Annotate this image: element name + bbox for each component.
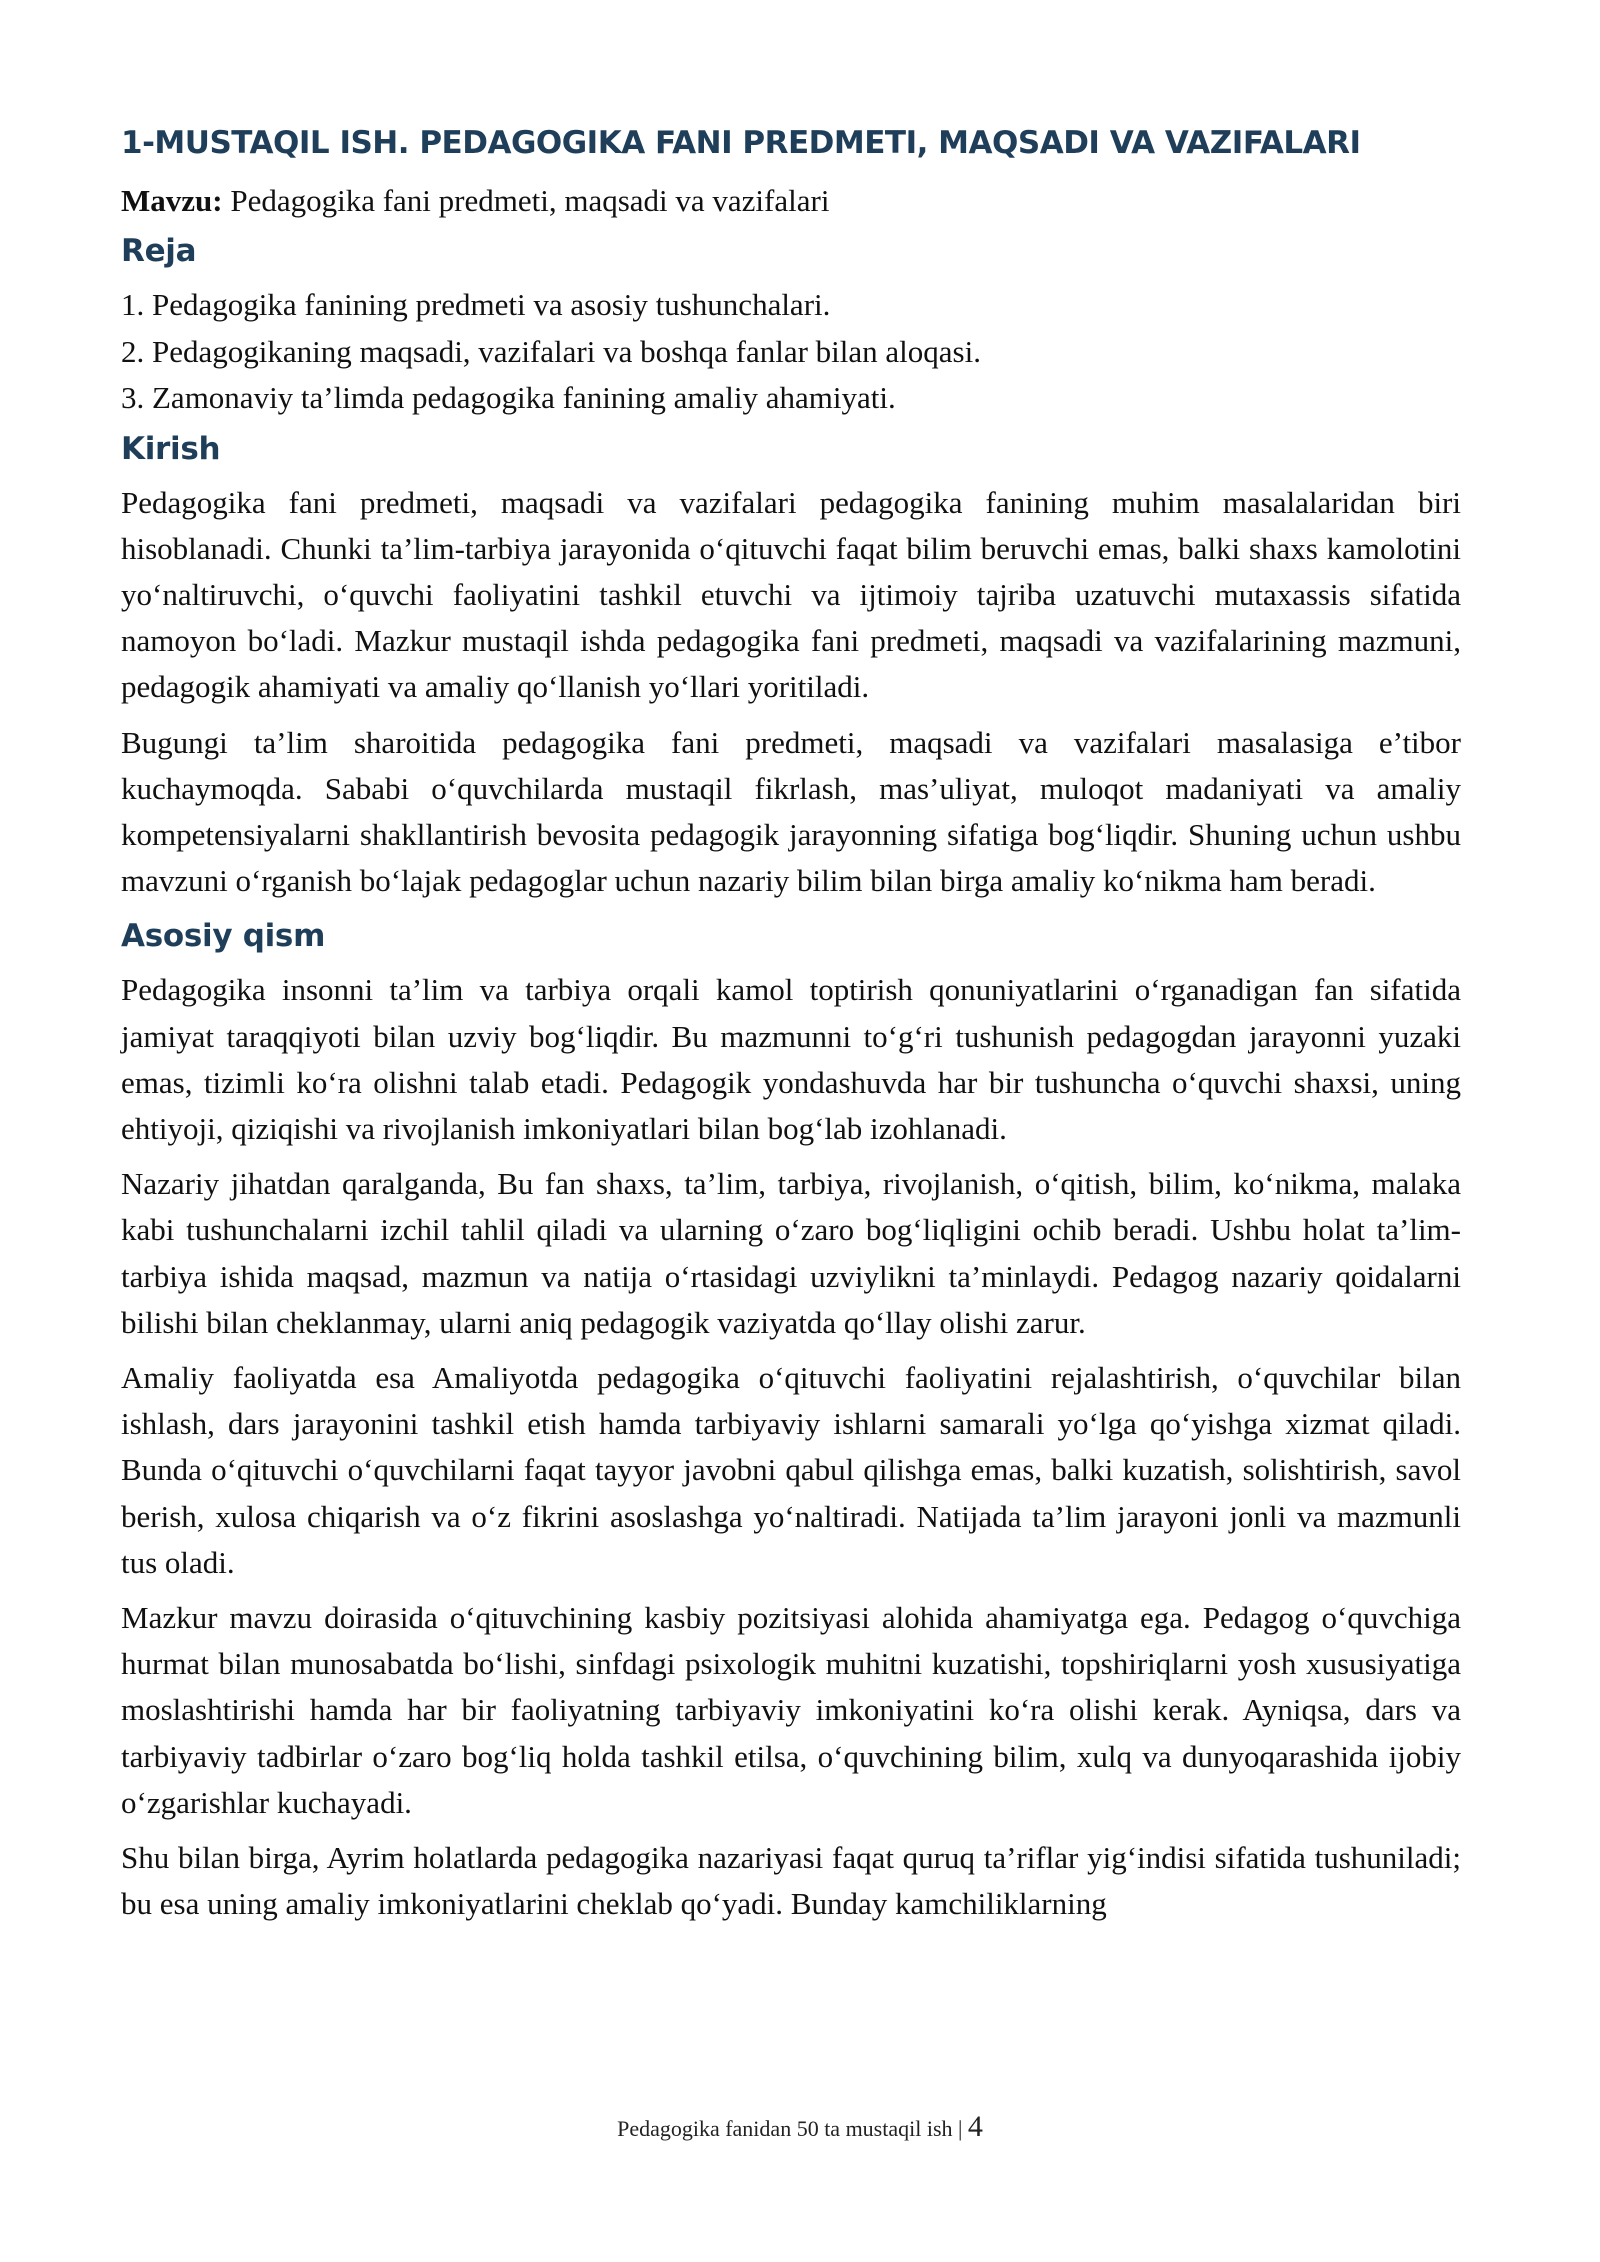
section-heading-reja: Reja [121, 233, 197, 269]
plan-list [121, 282, 1461, 422]
body-paragraph: Amaliy faoliyatda esa Amaliyotda pedagogika o‘qituvchi faoliyatini rejalashtirish, o‘quvchilar bilan ishlash, dars jarayonini tashkil etish hamda tarbiyaviy ishlarni samarali yo‘lga qo‘yishga xizmat qiladi. Bunda o‘qituvchi o‘quvchilarni faqat tayyor javobni qabul qilishga emas, balki kuzatish, solishtirish, savol berish, xulosa chiqarish va o‘z fikrini asoslashga yo‘naltiradi. Natijada ta’lim jarayoni jonli va mazmunli tus oladi. [121, 1359, 1461, 1580]
page-number: 4 [967, 2110, 983, 2143]
body-paragraph: Mazkur mavzu doirasida o‘qituvchining kasbiy pozitsiyasi alohida ahamiyatga ega. Pedagog o‘quvchiga hurmat bilan munosabatda bo‘lishi, sinfdagi psixologik muhitni kuzatishi, topshiriqlarni yosh xususiyatiga moslashtirishi hamda har bir faoliyatning tarbiyaviy imkoniyatini ko‘ra olishi kerak. Ayniqsa, dars va tarbiyaviy tadbirlar o‘zaro bog‘liq holda tashkil etilsa, o‘quvchining bilim, xulq va dunyoqarashida ijobiy o‘zgarishlar kuchayadi. [121, 1599, 1461, 1820]
page-footer [0, 2110, 1600, 2144]
topic-text: Pedagogika fani predmeti, maqsadi va vazifalari [222, 183, 830, 218]
document-title: 1-MUSTAQIL ISH. PEDAGOGIKA FANI PREDMETI, MAQSADI VA VAZIFALARI [121, 125, 1361, 161]
body-paragraph: Bugungi ta’lim sharoitida pedagogika fani predmeti, maqsadi va vazifalari masalasiga e’tibor kuchaymoqda. Sababi o‘quvchilarda mustaqil fikrlash, mas’uliyat, muloqot madaniyati va amaliy kompetensiyalarni shakllantirish bevosita pedagogik jarayonning sifatiga bog‘liqdir. Shuning uchun ushbu mavzuni o‘rganish bo‘lajak pedagoglar uchun nazariy bilim bilan birga amaliy ko‘nikma ham beradi. [121, 724, 1461, 899]
footer-text: Pedagogika fanidan 50 ta mustaqil ish | [617, 2116, 968, 2141]
plan-item: 2. Pedagogikaning maqsadi, vazifalari va boshqa fanlar bilan aloqasi. [121, 333, 981, 369]
section-heading-asosiy: Asosiy qism [121, 918, 326, 955]
body-paragraph: Pedagogika fani predmeti, maqsadi va vazifalari pedagogika fanining muhim masalalaridan biri hisoblanadi. Chunki ta’lim-tarbiya jarayonida o‘qituvchi faqat bilim beruvchi emas, balki shaxs kamolotini yo‘naltiruvchi, o‘quvchi faoliyatini tashkil etuvchi va ijtimoiy tajriba uzatuvchi mutaxassis sifatida namoyon bo‘ladi. Mazkur mustaqil ishda pedagogika fani predmeti, maqsadi va vazifalarining mazmuni, pedagogik ahamiyati va amaliy qo‘llanish yo‘llari yoritiladi. [121, 484, 1461, 705]
page-content [121, 118, 1461, 1936]
plan-item: 3. Zamonaviy ta’limda pedagogika fanining amaliy ahamiyati. [121, 380, 896, 415]
body-paragraph: Shu bilan birga, Ayrim holatlarda pedagogika nazariyasi faqat quruq ta’riflar yig‘indisi sifatida tushuniladi; bu esa uning amaliy imkoniyatlarini cheklab qo‘yadi. Bunday kamchiliklarning [121, 1839, 1461, 1922]
topic-line [121, 178, 1461, 224]
body-paragraph: Nazariy jihatdan qaralganda, Bu fan shaxs, ta’lim, tarbiya, rivojlanish, o‘qitish, bilim, ko‘nikma, malaka kabi tushunchalarni izchil tahlil qiladi va ularning o‘zaro bog‘liqligini ochib beradi. Ushbu holat ta’lim-tarbiya ishida maqsad, mazmun va natija o‘rtasidagi uzviylikni ta’minlaydi. Pedagog nazariy qoidalarni bilishi bilan cheklanmay, ularni aniq pedagogik vaziyatda qo‘llay olishi zarur. [121, 1166, 1461, 1340]
section-heading-kirish: Kirish [121, 430, 221, 467]
plan-item: 1. Pedagogika fanining predmeti va asosiy tushunchalari. [121, 287, 831, 322]
body-paragraph: Pedagogika insonni ta’lim va tarbiya orqali kamol toptirish qonuniyatlarini o‘rganadigan fan sifatida jamiyat taraqqiyoti bilan uzviy bog‘liqdir. Bu mazmunni to‘g‘ri tushunish pedagogdan jarayonni yuzaki emas, tizimli ko‘ra olishni talab etadi. Pedagogik yondashuvda har bir tushuncha o‘quvchi shaxsi, uning ehtiyoji, qiziqishi va rivojlanish imkoniyatlari bilan bog‘lab izohlanadi. [121, 972, 1461, 1146]
topic-label: Mavzu: [121, 183, 223, 218]
